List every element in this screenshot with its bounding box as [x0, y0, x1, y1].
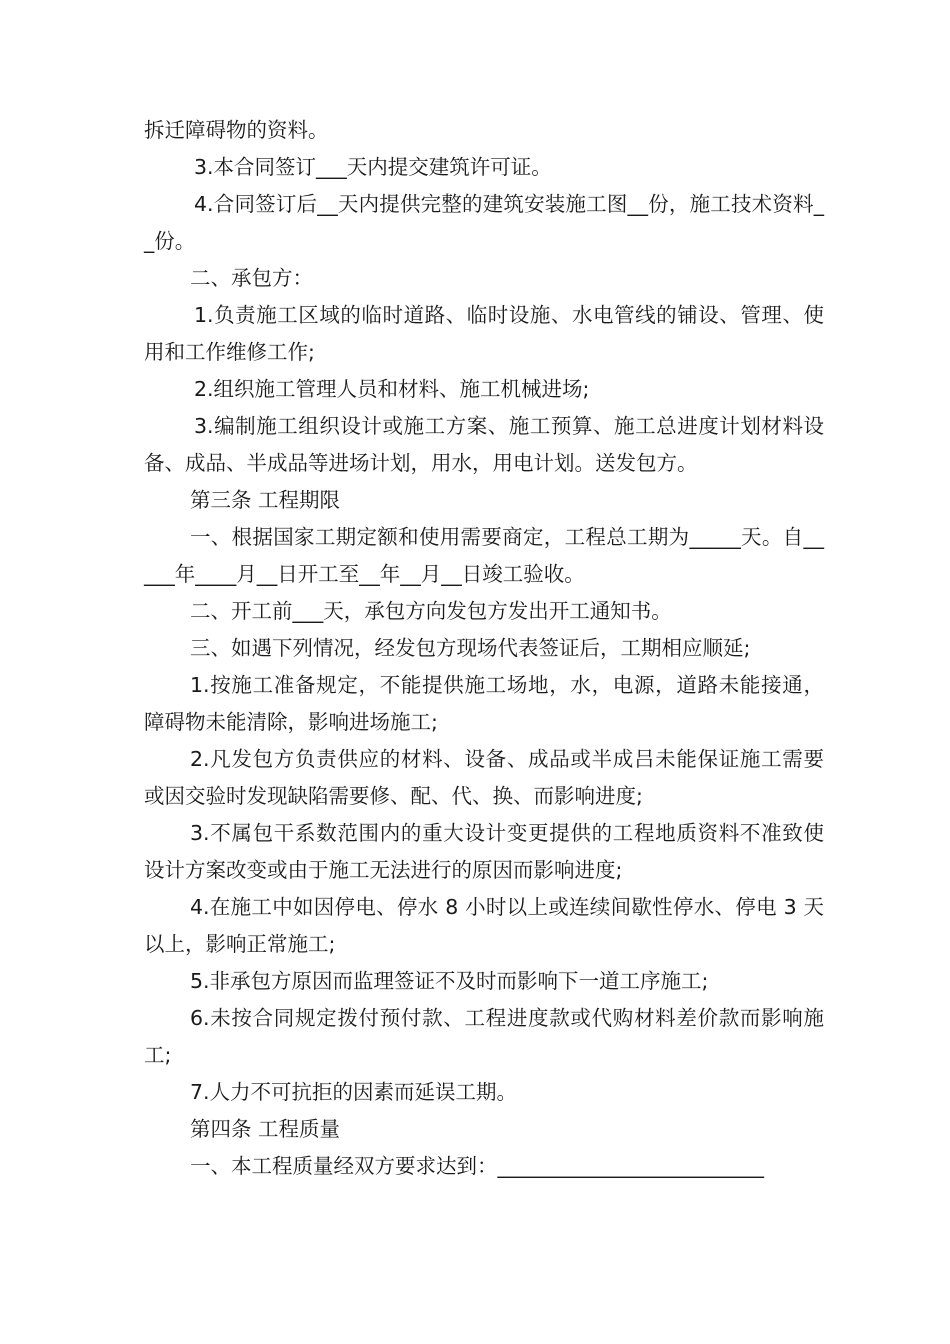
document-body: [144, 112, 824, 1185]
paragraph-continuation: 拆迁障碍物的资料。: [144, 118, 329, 142]
paragraph-extension-item-4: 4.在施工中如因停电、停水 8 小时以上或连续间歇性停水、停电 3 天以上，影响正常施工;: [144, 895, 824, 956]
paragraph-start-notice: 二、开工前___天，承包方向发包方发出开工通知书。: [190, 599, 672, 623]
paragraph-contractor-item-2: 2.组织施工管理人员和材料、施工机械进场;: [194, 377, 590, 401]
article-heading-3: 第三条 工程期限: [190, 488, 341, 512]
paragraph-extension-conditions: 三、如遇下列情况，经发包方现场代表签证后，工期相应顺延;: [190, 636, 751, 660]
paragraph-extension-item-3: 3.不属包干系数范围内的重大设计变更提供的工程地质资料不准致使设计方案改变或由于施工无法进行的原因而影响进度;: [144, 821, 824, 882]
paragraph-contractor-item-1: 1.负责施工区域的临时道路、临时设施、水电管线的铺设、管理、使用和工作维修工作;: [144, 303, 824, 364]
paragraph-extension-item-7: 7.人力不可抗拒的因素而延误工期。: [190, 1080, 518, 1104]
paragraph-item-3-permit: 3.本合同签订___天内提交建筑许可证。: [194, 155, 552, 179]
paragraph-extension-item-6: 6.未按合同规定拨付预付款、工程进度款或代购材料差价款而影响施工;: [144, 1006, 824, 1067]
article-heading-4: 第四条 工程质量: [190, 1117, 341, 1141]
paragraph-extension-item-2: 2.凡发包方负责供应的材料、设备、成品或半成吕未能保证施工需要或因交验时发现缺陷需要修、配、代、换、而影响进度;: [144, 747, 824, 808]
paragraph-item-4-drawings: 4.合同签订后__天内提供完整的建筑安装施工图__份，施工技术资料__份。: [144, 192, 824, 253]
paragraph-extension-item-5: 5.非承包方原因而监理签证不及时而影响下一道工序施工;: [190, 969, 709, 993]
paragraph-extension-item-1: 1.按施工准备规定，不能提供施工场地，水，电源，道路未能接通，障碍物未能清除，影响进场施工;: [144, 673, 824, 734]
paragraph-contractor-item-3: 3.编制施工组织设计或施工方案、施工预算、施工总进度计划材料设备、成品、半成品等进场计划，用水，用电计划。送发包方。: [144, 414, 824, 475]
paragraph-duration: 一、根据国家工期定额和使用需要商定，工程总工期为_____天。自_____年____月__日开工至__年__月__日竣工验收。: [144, 525, 824, 586]
paragraph-quality-requirement: 一、本工程质量经双方要求达到：__________________________: [190, 1154, 764, 1178]
section-heading-contractor: 二、承包方：: [190, 266, 313, 290]
